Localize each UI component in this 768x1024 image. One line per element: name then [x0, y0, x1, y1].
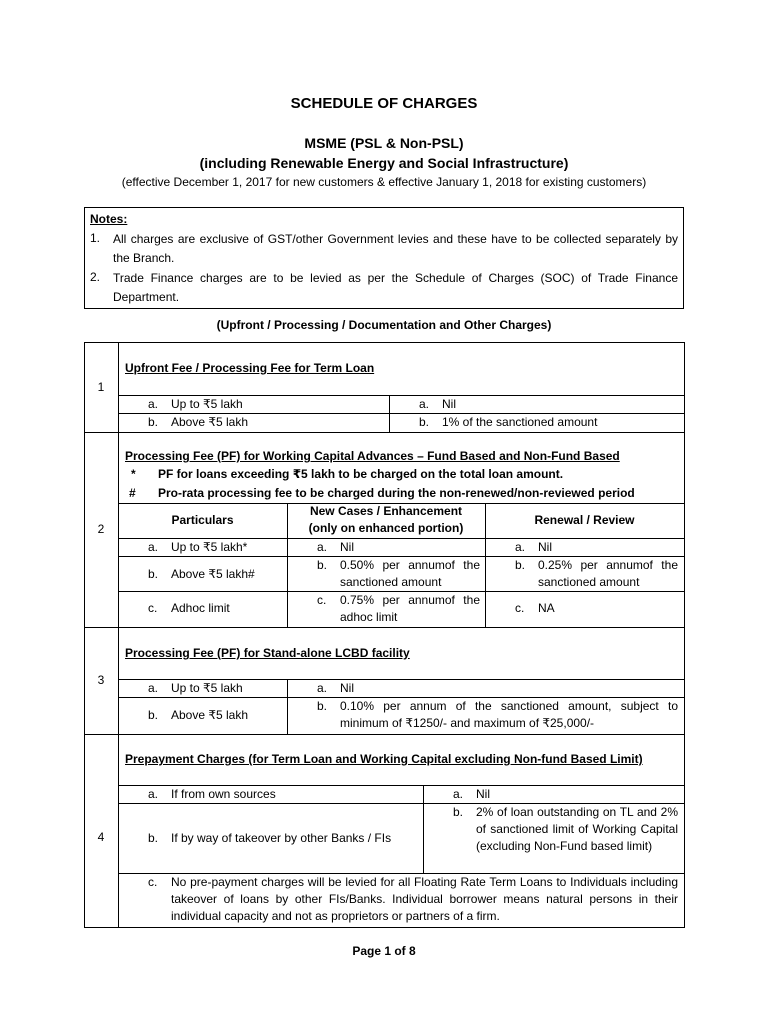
row-number: 2 [97, 522, 105, 536]
row-title: Upfront Fee / Processing Fee for Term Loan [125, 361, 375, 375]
item-letter: b. [148, 831, 159, 845]
section-heading: (Upfront / Processing / Documentation and Other Charges) [216, 318, 552, 332]
note-number: 2. [90, 270, 101, 284]
value-text: Nil [476, 787, 490, 801]
value-letter: a. [453, 787, 464, 801]
row-title: Processing Fee (PF) for Stand-alone LCBD facility [125, 646, 410, 660]
note-symbol: * [131, 467, 136, 481]
page-title: SCHEDULE OF CHARGES [290, 95, 478, 112]
item-label: If by way of takeover by other Banks / FIs [171, 831, 392, 845]
value-letter: c. [515, 601, 525, 615]
note-text: Trade Finance charges are to be levied as per the Schedule of Charges (SOC) of Trade Finance Department. [113, 271, 678, 304]
value-letter: b. [515, 558, 526, 572]
value-text: NA [538, 601, 555, 615]
value-letter: a. [419, 397, 430, 411]
page-number: Page 1 of 8 [352, 944, 416, 958]
row-number: 3 [97, 673, 105, 687]
row-note: Pro-rata processing fee to be charged during the non-renewed/non-reviewed period [158, 486, 635, 500]
column-header-particulars: Particulars [171, 513, 234, 527]
item-letter: b. [148, 708, 159, 722]
item-letter: a. [148, 397, 159, 411]
value-text: Nil [442, 397, 456, 411]
effective-date-note: (effective December 1, 2017 for new customers & effective January 1, 2018 for existing customers) [121, 175, 647, 189]
column-header-renewal: Renewal / Review [534, 513, 635, 527]
value-letter: b. [453, 805, 464, 819]
row-title: Processing Fee (PF) for Working Capital Advances – Fund Based and Non-Fund Based [125, 449, 620, 463]
item-label: Above ₹5 lakh [171, 415, 249, 429]
value-text: Nil [340, 540, 354, 554]
item-label: Adhoc limit [171, 601, 230, 615]
item-letter: a. [148, 787, 159, 801]
subtitle-scope: (including Renewable Energy and Social Infrastructure) [199, 155, 569, 171]
value-text: 0.10% per annum of the sanctioned amount, subject to minimum of ₹1250/- and maximum of ₹25,000/- [340, 699, 678, 730]
column-header-new-cases: New Cases / Enhancement [309, 504, 463, 518]
row-number: 4 [97, 830, 105, 844]
item-letter: b. [148, 415, 159, 429]
note-number: 1. [90, 231, 101, 245]
value-letter: b. [419, 415, 430, 429]
row-note: PF for loans exceeding ₹5 lakh to be charged on the total loan amount. [158, 467, 564, 481]
item-label: Up to ₹5 lakh* [171, 540, 248, 554]
row-number: 1 [97, 380, 105, 394]
value-text: Nil [340, 681, 354, 695]
item-label: Above ₹5 lakh# [171, 567, 255, 581]
value-letter: a. [317, 540, 328, 554]
item-letter: c. [148, 875, 158, 889]
item-label: If from own sources [171, 787, 276, 801]
value-letter: b. [317, 558, 328, 572]
value-text: 0.25% per annumof the sanctioned amount [538, 558, 678, 589]
item-letter: a. [148, 540, 159, 554]
value-text: 2% of loan outstanding on TL and 2% of sanctioned limit of Working Capital (excluding Non-Fund based limit) [476, 805, 678, 853]
item-label: Up to ₹5 lakh [171, 681, 243, 695]
value-text: Nil [538, 540, 552, 554]
value-letter: a. [515, 540, 526, 554]
row-title: Prepayment Charges (for Term Loan and Working Capital excluding Non-fund Based Limit) [125, 752, 643, 766]
value-text: 1% of the sanctioned amount [442, 415, 598, 429]
value-text: 0.50% per annumof the sanctioned amount [340, 558, 480, 589]
item-letter: c. [148, 601, 158, 615]
item-letter: a. [148, 681, 159, 695]
item-label: Above ₹5 lakh [171, 708, 249, 722]
value-letter: a. [317, 681, 328, 695]
note-symbol: # [129, 486, 136, 500]
value-letter: c. [317, 593, 327, 607]
prepayment-note: No pre-payment charges will be levied for all Floating Rate Term Loans to Individuals including takeover of loans by other FIs/Banks. Individual borrower means natural persons in their individual capacity and not as proprietors or partners of a firm. [171, 875, 678, 923]
note-text: All charges are exclusive of GST/other Government levies and these have to be collected separately by the Branch. [113, 232, 678, 265]
value-text: 0.75% per annumof the adhoc limit [340, 593, 480, 624]
value-letter: b. [317, 699, 328, 713]
item-label: Up to ₹5 lakh [171, 397, 243, 411]
subtitle-msme: MSME (PSL & Non-PSL) [304, 135, 464, 151]
notes-heading: Notes: [90, 212, 128, 226]
column-header-new-cases-sub: (only on enhanced portion) [308, 521, 464, 535]
item-letter: b. [148, 567, 159, 581]
